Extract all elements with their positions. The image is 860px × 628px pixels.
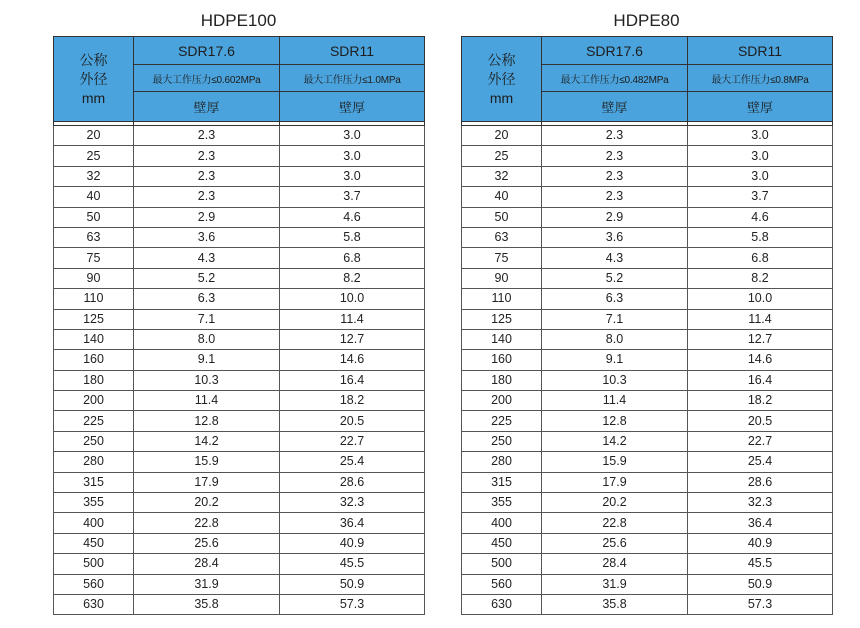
sdr11-wall-cell: 12.7 [280, 329, 425, 349]
table-row [462, 472, 833, 492]
header-line-2: 外径 [79, 70, 108, 87]
outer-diameter-cell: 450 [462, 533, 542, 553]
table-row [462, 166, 833, 186]
table-row [54, 574, 425, 594]
header-line-2: 外径 [487, 70, 516, 87]
table-row [54, 370, 425, 390]
table-row [54, 329, 425, 349]
table-row [54, 493, 425, 513]
outer-diameter-cell: 355 [54, 493, 134, 513]
table-row [462, 248, 833, 268]
pressure-header: 最大工作压力≤0.482MPa [542, 65, 688, 92]
outer-diameter-cell: 50 [462, 207, 542, 227]
sdr17-6-wall-cell: 7.1 [542, 309, 688, 329]
sdr17-6-wall-cell: 3.6 [542, 227, 688, 247]
sdr11-wall-cell: 20.5 [280, 411, 425, 431]
outer-diameter-cell: 315 [462, 472, 542, 492]
hdpe100-panel [53, 6, 424, 615]
spec-table [461, 36, 833, 615]
outer-diameter-cell: 110 [462, 289, 542, 309]
sdr17-6-wall-cell: 22.8 [134, 513, 280, 533]
outer-diameter-cell: 63 [54, 227, 134, 247]
table-body [54, 126, 425, 615]
outer-diameter-cell: 400 [462, 513, 542, 533]
outer-diameter-cell: 250 [54, 431, 134, 451]
outer-diameter-cell: 110 [54, 289, 134, 309]
sdr17-6-wall-cell: 28.4 [542, 554, 688, 574]
sdr17-6-wall-cell: 11.4 [542, 391, 688, 411]
sdr11-wall-cell: 11.4 [280, 309, 425, 329]
outer-diameter-cell: 225 [462, 411, 542, 431]
outer-diameter-cell: 125 [54, 309, 134, 329]
sdr17-6-wall-cell: 10.3 [134, 370, 280, 390]
sdr17-6-wall-cell: 2.3 [542, 146, 688, 166]
sdr17-6-wall-cell: 8.0 [542, 329, 688, 349]
pressure-header: 最大工作压力≤0.602MPa [134, 65, 280, 92]
sdr11-wall-cell: 8.2 [688, 268, 833, 288]
outer-diameter-cell: 160 [462, 350, 542, 370]
table-row [462, 431, 833, 451]
outer-diameter-cell: 75 [462, 248, 542, 268]
wall-thickness-header: 壁厚 [688, 92, 833, 122]
table-title: HDPE100 [200, 11, 277, 30]
sdr17-6-wall-cell: 8.0 [134, 329, 280, 349]
sdr17-6-wall-cell: 20.2 [134, 493, 280, 513]
outer-diameter-cell: 630 [462, 594, 542, 614]
table-row [462, 554, 833, 574]
wall-thickness-header: 壁厚 [280, 92, 425, 122]
table-row [462, 594, 833, 614]
sdr11-wall-cell: 18.2 [280, 391, 425, 411]
outer-diameter-cell: 140 [54, 329, 134, 349]
sdr17-6-wall-cell: 17.9 [542, 472, 688, 492]
table-row [462, 533, 833, 553]
sdr17-6-wall-cell: 12.8 [542, 411, 688, 431]
table-row [54, 309, 425, 329]
sdr11-wall-cell: 28.6 [688, 472, 833, 492]
outer-diameter-cell: 200 [462, 391, 542, 411]
sdr11-wall-cell: 3.0 [280, 146, 425, 166]
wall-thickness-header: 壁厚 [134, 92, 280, 122]
wall-thickness-header: 壁厚 [542, 92, 688, 122]
table-row [462, 391, 833, 411]
sdr11-wall-cell: 32.3 [688, 493, 833, 513]
table-row [462, 268, 833, 288]
header-line-1: 公称 [79, 51, 108, 68]
table-row [54, 411, 425, 431]
table-row [462, 350, 833, 370]
table-title: HDPE80 [613, 11, 680, 30]
header-line-3: mm [81, 89, 106, 106]
sdr11-wall-cell: 3.0 [688, 126, 833, 146]
header-line-3: mm [489, 89, 514, 106]
outer-diameter-cell: 250 [462, 431, 542, 451]
sdr11-wall-cell: 16.4 [280, 370, 425, 390]
sdr11-wall-cell: 3.0 [280, 126, 425, 146]
outer-diameter-cell: 32 [462, 166, 542, 186]
table-row [54, 126, 425, 146]
table-row [462, 207, 833, 227]
sdr11-wall-cell: 40.9 [280, 533, 425, 553]
table-row [462, 411, 833, 431]
sdr11-wall-cell: 14.6 [280, 350, 425, 370]
table-row [462, 227, 833, 247]
table-row [462, 493, 833, 513]
outer-diameter-cell: 50 [54, 207, 134, 227]
table-row [462, 574, 833, 594]
sdr-header: SDR11 [280, 37, 425, 65]
table-row [54, 472, 425, 492]
table-row [54, 227, 425, 247]
sdr11-wall-cell: 3.7 [688, 187, 833, 207]
sdr11-wall-cell: 45.5 [280, 554, 425, 574]
sdr11-wall-cell: 10.0 [688, 289, 833, 309]
table-row [54, 166, 425, 186]
sdr17-6-wall-cell: 35.8 [134, 594, 280, 614]
sdr17-6-wall-cell: 2.9 [542, 207, 688, 227]
table-row [462, 289, 833, 309]
sdr11-wall-cell: 36.4 [280, 513, 425, 533]
outer-diameter-cell: 40 [462, 187, 542, 207]
table-row [462, 452, 833, 472]
table-row [462, 126, 833, 146]
table-row [54, 554, 425, 574]
sdr11-wall-cell: 16.4 [688, 370, 833, 390]
sdr17-6-wall-cell: 31.9 [542, 574, 688, 594]
table-row [462, 187, 833, 207]
sdr17-6-wall-cell: 2.3 [134, 126, 280, 146]
sdr17-6-wall-cell: 2.3 [542, 187, 688, 207]
sdr-header: SDR17.6 [542, 37, 688, 65]
table-row [462, 146, 833, 166]
sdr17-6-wall-cell: 5.2 [134, 268, 280, 288]
sdr11-wall-cell: 57.3 [280, 594, 425, 614]
sdr17-6-wall-cell: 2.3 [134, 187, 280, 207]
table-row [54, 594, 425, 614]
sdr11-wall-cell: 18.2 [688, 391, 833, 411]
sdr17-6-wall-cell: 2.3 [542, 166, 688, 186]
outer-diameter-cell: 280 [462, 452, 542, 472]
sdr11-wall-cell: 57.3 [688, 594, 833, 614]
table-row [462, 309, 833, 329]
table-row [54, 146, 425, 166]
table-row [54, 431, 425, 451]
table-row [54, 187, 425, 207]
sdr17-6-wall-cell: 6.3 [134, 289, 280, 309]
outer-diameter-cell: 500 [462, 554, 542, 574]
sdr17-6-wall-cell: 14.2 [542, 431, 688, 451]
sdr17-6-wall-cell: 31.9 [134, 574, 280, 594]
sdr11-wall-cell: 50.9 [688, 574, 833, 594]
sdr11-wall-cell: 10.0 [280, 289, 425, 309]
sdr11-wall-cell: 11.4 [688, 309, 833, 329]
outer-diameter-cell: 400 [54, 513, 134, 533]
outer-diameter-cell: 63 [462, 227, 542, 247]
sdr11-wall-cell: 3.0 [280, 166, 425, 186]
sdr11-wall-cell: 28.6 [280, 472, 425, 492]
sdr17-6-wall-cell: 14.2 [134, 431, 280, 451]
sdr-header: SDR17.6 [134, 37, 280, 65]
table-row [54, 207, 425, 227]
outer-diameter-cell: 500 [54, 554, 134, 574]
outer-diameter-cell: 225 [54, 411, 134, 431]
sdr11-wall-cell: 3.0 [688, 166, 833, 186]
sdr17-6-wall-cell: 17.9 [134, 472, 280, 492]
table-row [462, 513, 833, 533]
sdr11-wall-cell: 22.7 [280, 431, 425, 451]
sdr17-6-wall-cell: 15.9 [542, 452, 688, 472]
pressure-header: 最大工作压力≤1.0MPa [280, 65, 425, 92]
sdr11-wall-cell: 40.9 [688, 533, 833, 553]
pressure-header: 最大工作压力≤0.8MPa [688, 65, 833, 92]
sdr17-6-wall-cell: 3.6 [134, 227, 280, 247]
sdr11-wall-cell: 6.8 [688, 248, 833, 268]
outer-diameter-cell: 90 [54, 268, 134, 288]
outer-diameter-cell: 560 [54, 574, 134, 594]
outer-diameter-cell: 160 [54, 350, 134, 370]
sdr11-wall-cell: 50.9 [280, 574, 425, 594]
sdr11-wall-cell: 25.4 [280, 452, 425, 472]
sdr17-6-wall-cell: 4.3 [542, 248, 688, 268]
header-line-1: 公称 [487, 51, 516, 68]
sdr11-wall-cell: 5.8 [280, 227, 425, 247]
sdr17-6-wall-cell: 2.3 [134, 166, 280, 186]
table-row [462, 370, 833, 390]
sdr17-6-wall-cell: 6.3 [542, 289, 688, 309]
sdr17-6-wall-cell: 2.3 [134, 146, 280, 166]
sdr17-6-wall-cell: 7.1 [134, 309, 280, 329]
table-row [54, 248, 425, 268]
sdr11-wall-cell: 3.7 [280, 187, 425, 207]
sdr11-wall-cell: 3.0 [688, 146, 833, 166]
table-row [54, 350, 425, 370]
sdr17-6-wall-cell: 2.9 [134, 207, 280, 227]
sdr11-wall-cell: 8.2 [280, 268, 425, 288]
sdr11-wall-cell: 6.8 [280, 248, 425, 268]
table-row [462, 329, 833, 349]
sdr17-6-wall-cell: 10.3 [542, 370, 688, 390]
outer-diameter-cell: 315 [54, 472, 134, 492]
sdr17-6-wall-cell: 11.4 [134, 391, 280, 411]
table-row [54, 289, 425, 309]
sdr11-wall-cell: 22.7 [688, 431, 833, 451]
sdr17-6-wall-cell: 9.1 [134, 350, 280, 370]
outer-diameter-cell: 140 [462, 329, 542, 349]
sdr17-6-wall-cell: 2.3 [542, 126, 688, 146]
sdr17-6-wall-cell: 15.9 [134, 452, 280, 472]
outer-diameter-cell: 25 [462, 146, 542, 166]
outer-diameter-cell: 125 [462, 309, 542, 329]
sdr17-6-wall-cell: 9.1 [542, 350, 688, 370]
sdr11-wall-cell: 20.5 [688, 411, 833, 431]
sdr17-6-wall-cell: 20.2 [542, 493, 688, 513]
sdr11-wall-cell: 4.6 [688, 207, 833, 227]
outer-diameter-cell: 180 [462, 370, 542, 390]
outer-diameter-cell: 630 [54, 594, 134, 614]
outer-diameter-cell: 200 [54, 391, 134, 411]
outer-diameter-cell: 355 [462, 493, 542, 513]
outer-diameter-cell: 20 [54, 126, 134, 146]
outer-diameter-cell: 280 [54, 452, 134, 472]
sdr11-wall-cell: 32.3 [280, 493, 425, 513]
spec-table [53, 36, 425, 615]
outer-diameter-cell: 90 [462, 268, 542, 288]
sdr11-wall-cell: 25.4 [688, 452, 833, 472]
nominal-size-header [54, 37, 134, 122]
sdr17-6-wall-cell: 22.8 [542, 513, 688, 533]
sdr17-6-wall-cell: 25.6 [542, 533, 688, 553]
table-row [54, 452, 425, 472]
sdr11-wall-cell: 45.5 [688, 554, 833, 574]
nominal-size-header [462, 37, 542, 122]
outer-diameter-cell: 450 [54, 533, 134, 553]
outer-diameter-cell: 40 [54, 187, 134, 207]
sdr-header: SDR11 [688, 37, 833, 65]
sdr11-wall-cell: 36.4 [688, 513, 833, 533]
table-body [462, 126, 833, 615]
sdr17-6-wall-cell: 28.4 [134, 554, 280, 574]
sdr11-wall-cell: 14.6 [688, 350, 833, 370]
table-row [54, 391, 425, 411]
table-row [54, 533, 425, 553]
outer-diameter-cell: 25 [54, 146, 134, 166]
sdr17-6-wall-cell: 4.3 [134, 248, 280, 268]
outer-diameter-cell: 32 [54, 166, 134, 186]
outer-diameter-cell: 180 [54, 370, 134, 390]
sdr11-wall-cell: 12.7 [688, 329, 833, 349]
sdr17-6-wall-cell: 25.6 [134, 533, 280, 553]
sdr11-wall-cell: 4.6 [280, 207, 425, 227]
sdr17-6-wall-cell: 12.8 [134, 411, 280, 431]
outer-diameter-cell: 20 [462, 126, 542, 146]
outer-diameter-cell: 560 [462, 574, 542, 594]
hdpe80-panel [461, 6, 832, 615]
sdr11-wall-cell: 5.8 [688, 227, 833, 247]
table-row [54, 268, 425, 288]
sdr17-6-wall-cell: 5.2 [542, 268, 688, 288]
outer-diameter-cell: 75 [54, 248, 134, 268]
sdr17-6-wall-cell: 35.8 [542, 594, 688, 614]
table-row [54, 513, 425, 533]
